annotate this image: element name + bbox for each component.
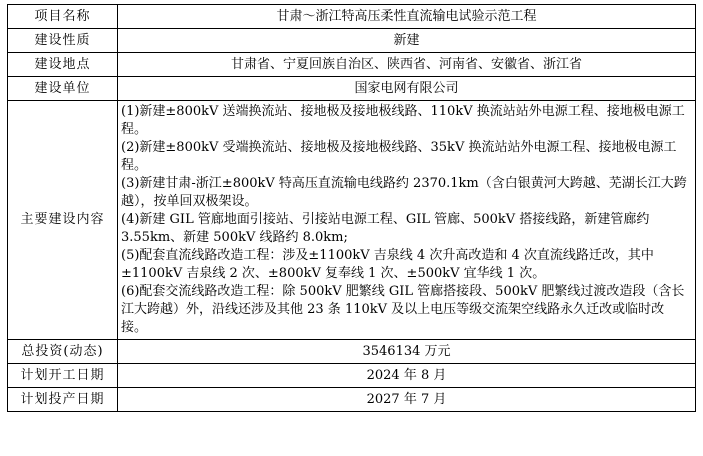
content-item-4: (4)新建 GIL 管廊地面引接站、引接站电源工程、GIL 管廊、500kV 搭接线路，新建管廊约 3.55km、新建 500kV 线路约 8.0km; (121, 212, 650, 245)
construction-nature-label: 建设性质 (8, 29, 118, 53)
total-investment-value: 3546134 万元 (118, 340, 696, 364)
table-row (8, 29, 696, 53)
construction-location-value: 甘肃省、宁夏回族自治区、陕西省、河南省、安徽省、浙江省 (118, 53, 696, 77)
total-investment-label: 总投资(动态) (8, 340, 118, 364)
content-item-3: (3)新建甘肃-浙江±800kV 特高压直流输电线路约 2370.1km（含白银黄河大跨越、芜湖长江大跨越），按单回双极架设。 (121, 176, 687, 209)
construction-location-label: 建设地点 (8, 53, 118, 77)
planned-operation-date-label: 计划投产日期 (8, 388, 118, 412)
table-row (8, 77, 696, 101)
content-item-5: (5)配套直流线路改造工程：涉及±1100kV 吉泉线 4 次升高改造和 4 次直流线路迁改，其中±1100kV 吉泉线 2 次、±800kV 复奉线 1 次、±500kV 宜华线 1 次。 (121, 248, 654, 281)
table-row (8, 340, 696, 364)
table-row (8, 53, 696, 77)
main-content-label: 主要建设内容 (8, 101, 118, 340)
content-item-2: (2)新建±800kV 受端换流站、接地极及接地极线路、35kV 换流站站外电源工程、接地极电源工程。 (121, 140, 677, 173)
content-item-6: (6)配套交流线路改造工程：除 500kV 肥繁线 GIL 管廊搭接段、500kV 肥繁线过渡改造段（含长江大跨越）外，沿线还涉及其他 23 条 110kV 及以上电压等级交流架空线路永久迁改或临时改接。 (121, 284, 685, 335)
project-name-value: 甘肃～浙江特高压柔性直流输电试验示范工程 (118, 5, 696, 29)
project-info-table (7, 4, 696, 412)
project-name-label: 项目名称 (8, 5, 118, 29)
main-content-detail (118, 101, 696, 340)
content-item-1: (1)新建±800kV 送端换流站、接地极及接地极线路、110kV 换流站站外电源工程、接地极电源工程。 (121, 104, 685, 137)
planned-operation-date-value: 2027 年 7 月 (118, 388, 696, 412)
construction-unit-label: 建设单位 (8, 77, 118, 101)
table-row (8, 388, 696, 412)
table-row (8, 364, 696, 388)
planned-start-date-value: 2024 年 8 月 (118, 364, 696, 388)
table-row (8, 101, 696, 340)
construction-unit-value: 国家电网有限公司 (118, 77, 696, 101)
construction-nature-value: 新建 (118, 29, 696, 53)
planned-start-date-label: 计划开工日期 (8, 364, 118, 388)
table-row (8, 5, 696, 29)
